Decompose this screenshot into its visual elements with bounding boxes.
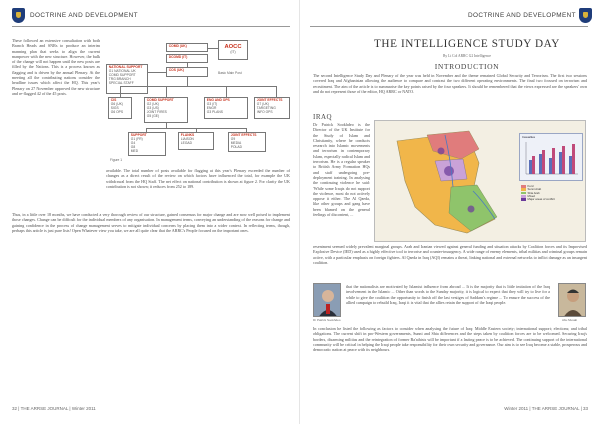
org-box-cis: CIS G6 (UK) SIGS G6 OPS [108, 97, 132, 119]
left-para-2: Thus, in a little over 18 months, we have conducted a very thorough review of our structure, gained consensus for major change and are now well poised to implement those changes. Change can be difficult for the individual members of any organisation. In management terms, conveying an understanding of the reasons for change and gaining confidence in the process of change management serves to mitigate individual concerns by placing them into a wider context. In reflecting terms, though, perhaps this article is just pure lists! Open Whatever view you take, we are all quite clear that the ARRC's People focused on the important ones. [12, 212, 290, 233]
header-rule-right [310, 26, 588, 27]
article-byline: By Lt Col ARRC G2 Intelligence [442, 54, 491, 58]
left-column-text: These followed an extensive consultation with both Branch Heads and SNRs to produce an interim manning plan that seeks to align the current manpower with the new structure. However, the bulk of the change will not happen until the new posts are filled by the Nations. This is a process known as flagging and is driven by the annual Plenary. At the meeting all the contributing nations consider the headline issues which affect the HQ. This year's Plenary on 27 November approved the new structure and re-flagged 42 of the 45 posts. [12, 38, 100, 96]
map-legend [521, 185, 555, 202]
org-box-cos: COS (UK) [166, 67, 208, 77]
right-footer: Winter 2011 | THE ARRSE JOURNAL | 33 [504, 406, 588, 411]
org-box-national-support: NATIONAL SUPPORT G1 NATIONAL UK COMD SUPPORT TRG BRANCH SPECIAL STAFF [106, 64, 148, 94]
legend-item: Major areas of conflict [521, 198, 555, 201]
left-footer: 32 | THE ARRSE JOURNAL | Winter 2011 [12, 406, 96, 411]
intro-text: The second Intelligence Study Day and Plenary of the year was held in November and the theme remained Global Security and Terrorism. The first two sessions covered Iraq and Afghanistan allowing the audience to compare and contrast the two different operating environments. The final two focused on terrorism and recruitment. The aim of the article is to summarise the key points raised by the four speakers. It should be remembered that the views expressed are the speakers' own and do not represent those of the editor, HQ ARRC or NATO. [313, 73, 587, 94]
org-box-comd-support: COMD SUPPORT G2 (UK) G3 (US) JOINT FIRES G5 (GE) [144, 97, 188, 123]
intro-heading: INTRODUCTION [434, 62, 500, 71]
org-box-dcomd: DCOMD (IT) [166, 54, 208, 63]
iraq-full-text: resentment seemed widely prevalent marginal groups. Arab and Iranian viewed against general funding and situation attacks by Coalition forces and its Improvised Explosive Device (IED) used as a highly effective tool to terrorise and counter-insurgency. A wide range of enemy elements, tribal militias and criminal groups remain active, with a particular emphasis on foreign fighters. Al Qaeda in Iraq (AQI) remains a threat, linking national and external networks to inflict damage as an insurgent coalition. [313, 244, 587, 265]
org-chart [106, 40, 290, 164]
header-rule [12, 26, 290, 27]
iraq-heading: IRAQ [313, 113, 333, 121]
crest-icon [12, 8, 25, 23]
org-chart-caption: Figure 1 [110, 158, 123, 162]
crest-icon-right [579, 8, 592, 23]
photo-caption-right: Abu Musab [562, 318, 578, 322]
left-header: DOCTRINE AND DEVELOPMENT [30, 12, 138, 19]
speaker-photo-right [558, 283, 586, 317]
right-header: DOCTRINE AND DEVELOPMENT [468, 12, 576, 19]
right-page [300, 0, 600, 424]
org-box-joint-effects: JOINT EFFECTS G7 (UK) TARGETING INFO OPS [254, 97, 290, 119]
iraq-map-figure [374, 120, 586, 242]
legend-item: Mixed [521, 195, 555, 198]
inset-chart-title: Casualties [522, 135, 536, 139]
legend-item: Kurd [521, 185, 555, 188]
org-box-joint-effects-2: JOINT EFFECTS G9 MEDIA POLAD [228, 132, 266, 152]
legend-item: Sunni Arab [521, 188, 555, 191]
org-box-comd: COMD (UK) [166, 43, 208, 52]
left-col1-end [12, 180, 100, 210]
cos-caption: Basic Main Post [218, 71, 242, 75]
org-box-support: SUPPORT G1 (FR) G4 G8 MED [128, 132, 166, 156]
photo-caption-left: Dr Patrick Sookhdeo [313, 318, 341, 322]
left-para-1: available. The total number of posts available for flagging at this year's Plenary exceeded the number of changes as a direct result of the review on which factors have influenced the total, for example the UK withdrawal from the HQ Staff. The net effect on national contribution is shown at figure 2. For clarity the UK contribution is not shown; it reduces from 252 to 189. [106, 168, 290, 189]
org-box-flanks: FLANKS LIAISON LEGAD [178, 132, 214, 150]
photo-text: that the nationalists are motivated by Islamist influence from abroad ... It is the majority that is little imitation of the Iraq involvement in the Islamic ... Other than words to the Sunday majority, it is logical to expect that they will try to live for a while to give the coalition the opportunity to finish off the last vestiges of Saddam's regime ... To ensure the success of the allied campaign to rebuild Iraq, Iraqi it is vital that the allies retain the support of the Iraqi people. [346, 284, 550, 305]
org-box-eng-ops: ENG AND OPS G3 (IT) ENGR G3 PLANS [204, 97, 248, 119]
legend-item: Shia Arab [521, 192, 555, 195]
org-box-aocc: AOCC (IT) [218, 40, 248, 60]
speaker-photo-left [313, 283, 341, 317]
inset-chart [519, 133, 583, 181]
iraq-column-text: Dr Patrick Sookhdeo is the Director of the UK Institute for the Study of Islam and Christianity, where he conducts research into Islamic movements and terrorism in contemporary Islam, especially radical Islam and terrorism. He is a regular speaker to British Army Formation HQs and staff undergoing pre-deployment training. In analysing the continuing violence he said: 'While some Iraqis do not support the violence, most do not actively oppose it either. The Al Qaeda, like other groups and gang have been blamed on the general feelings of discontent, ... [313, 122, 370, 218]
article-title: THE INTELLIGENCE STUDY DAY [374, 38, 560, 50]
conclusion-text: In conclusion he listed the following as factors to consider when analysing the future of Iraq: Middle Eastern society; international support; elections; and tribal obligations. The current shift in pro-Western governments, Sunni and Shia differences and the steps taken by coalition forces are to be welcomed. Securing Iraq's borders, disarming militias and the reintegration of former Ba'athists will be important if a lasting peace is to be achieved. The continuing support of the international community will be critical in helping the Iraqi people take responsibility for their own security and governance. Our aim is to see Iraq become a stable, prosperous and democratic nation at peace with its neighbours. [313, 326, 587, 353]
